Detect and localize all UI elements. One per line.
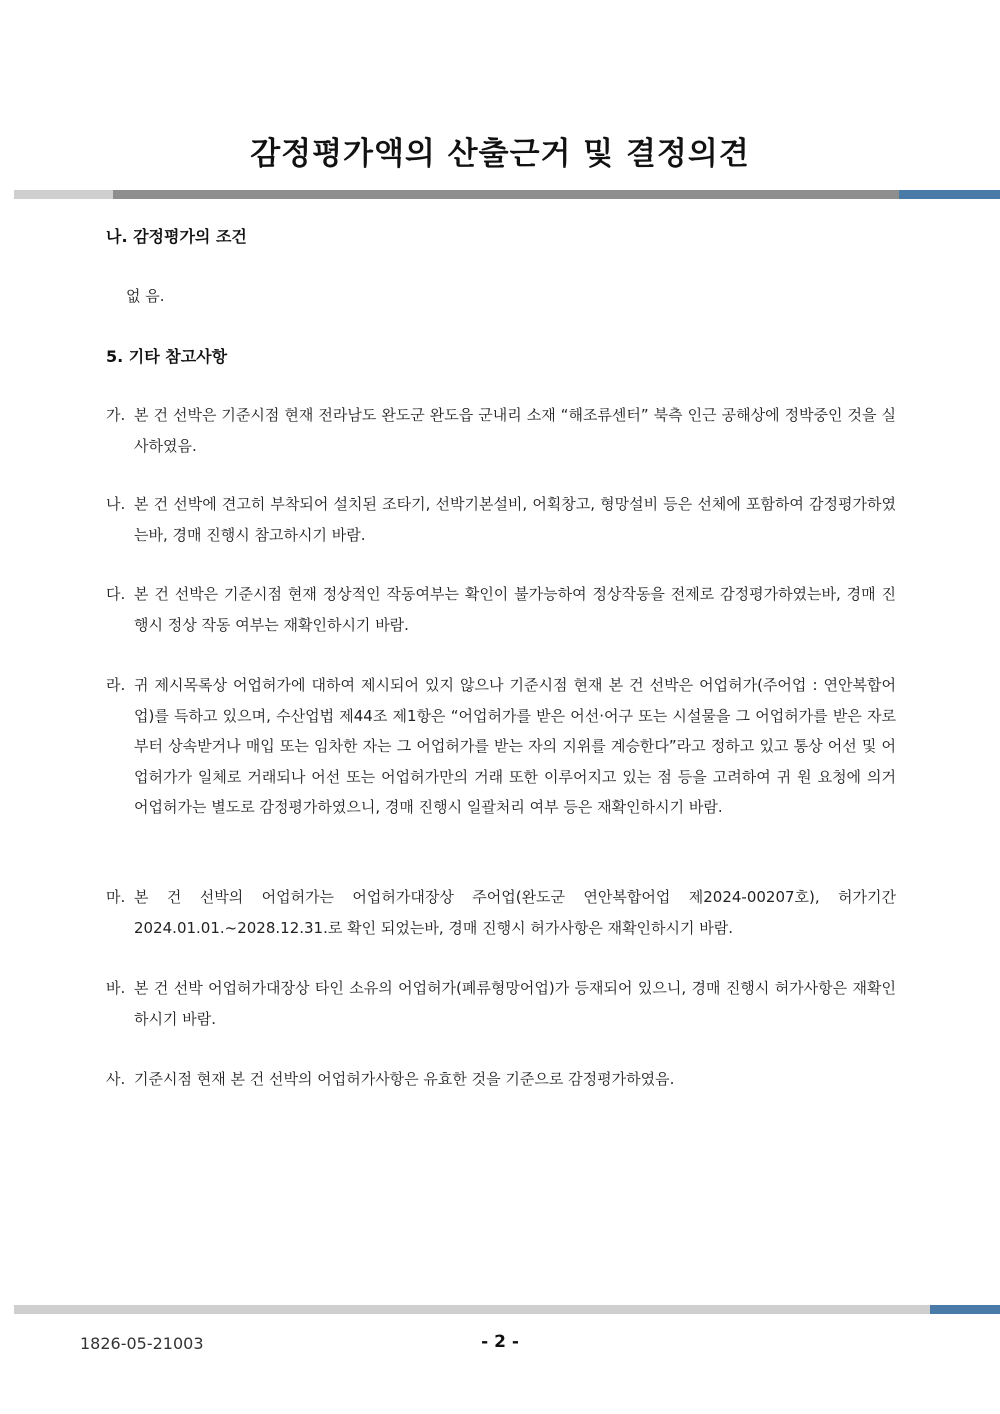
list-item [106, 882, 896, 943]
item-marker: 사. [106, 1070, 126, 1088]
divider-segment-mid [113, 190, 899, 199]
item-text: 본 건 선박의 어업허가는 어업허가대장상 주어업(완도군 연안복합어업 제2024-00207호), 허가기간 2024.01.01.~2028.12.31.로 확인 되었는바, 경매 진행시 허가사항은 재확인하시기 바람. [134, 888, 896, 937]
divider-segment-blue [930, 1305, 1000, 1314]
item-text: 본 건 선박은 기준시점 현재 전라남도 완도군 완도읍 군내리 소재 “해조류센터” 북측 인근 공해상에 정박중인 것을 실사하였음. [134, 406, 896, 455]
item-marker: 나. [106, 495, 126, 513]
item-marker: 라. [106, 676, 126, 694]
item-text: 본 건 선박 어업허가대장상 타인 소유의 어업허가(폐류형망어업)가 등재되어 있으니, 경매 진행시 허가사항은 재확인하시기 바람. [134, 979, 896, 1028]
list-item [106, 489, 896, 550]
conditions-body: 없 음. [126, 287, 165, 305]
section-heading-references: 5. 기타 참고사항 [106, 347, 228, 366]
list-item [106, 579, 896, 640]
item-marker: 다. [106, 585, 126, 603]
divider-segment-light [14, 190, 113, 199]
item-text: 본 건 선박에 견고히 부착되어 설치된 조타기, 선박기본설비, 어획창고, 형망설비 등은 선체에 포함하여 감정평가하였는바, 경매 진행시 참고하시기 바람. [134, 495, 896, 544]
section-heading-conditions: 나. 감정평가의 조건 [106, 227, 247, 246]
item-text: 기준시점 현재 본 건 선박의 어업허가사항은 유효한 것을 기준으로 감정평가하였음. [134, 1070, 675, 1088]
item-marker: 바. [106, 979, 126, 997]
page-title: 감정평가액의 산출근거 및 결정의견 [250, 136, 750, 172]
item-marker: 가. [106, 406, 126, 424]
document-number: 1826-05-21003 [80, 1334, 204, 1353]
item-text: 본 건 선박은 기준시점 현재 정상적인 작동여부는 확인이 불가능하여 정상작동을 전제로 감정평가하였는바, 경매 진행시 정상 작동 여부는 재확인하시기 바람. [134, 585, 896, 634]
list-item [106, 670, 896, 823]
list-item [106, 1064, 896, 1095]
item-marker: 마. [106, 888, 126, 906]
divider-segment-light [14, 1305, 930, 1314]
item-text: 귀 제시목록상 어업허가에 대하여 제시되어 있지 않으나 기준시점 현재 본 건 선박은 어업허가(주어업 : 연안복합어업)를 득하고 있으며, 수산업법 제44조 제1항은 “어업허가를 받은 어선·어구 또는 시설물을 그 어업허가를 받은 자로부터 상속받거나 매입 또는 임차한 자는 그 어업허가를 받는 자의 지위를 계승한다”라고 정하고 있고 통상 어선 및 어업허가가 일체로 거래되나 어선 또는 어업허가만의 거래 또한 이루어지고 있는 점 등을 고려하여 귀 원 요청에 의거 어업허가는 별도로 감정평가하였으니, 경매 진행시 일괄처리 여부 등은 재확인하시기 바람. [134, 676, 896, 816]
footer-divider [14, 1305, 1000, 1314]
divider-segment-blue [899, 190, 1000, 199]
page-number: - 2 - [481, 1332, 519, 1352]
list-item [106, 973, 896, 1034]
header-divider [14, 190, 1000, 199]
list-item [106, 400, 896, 461]
